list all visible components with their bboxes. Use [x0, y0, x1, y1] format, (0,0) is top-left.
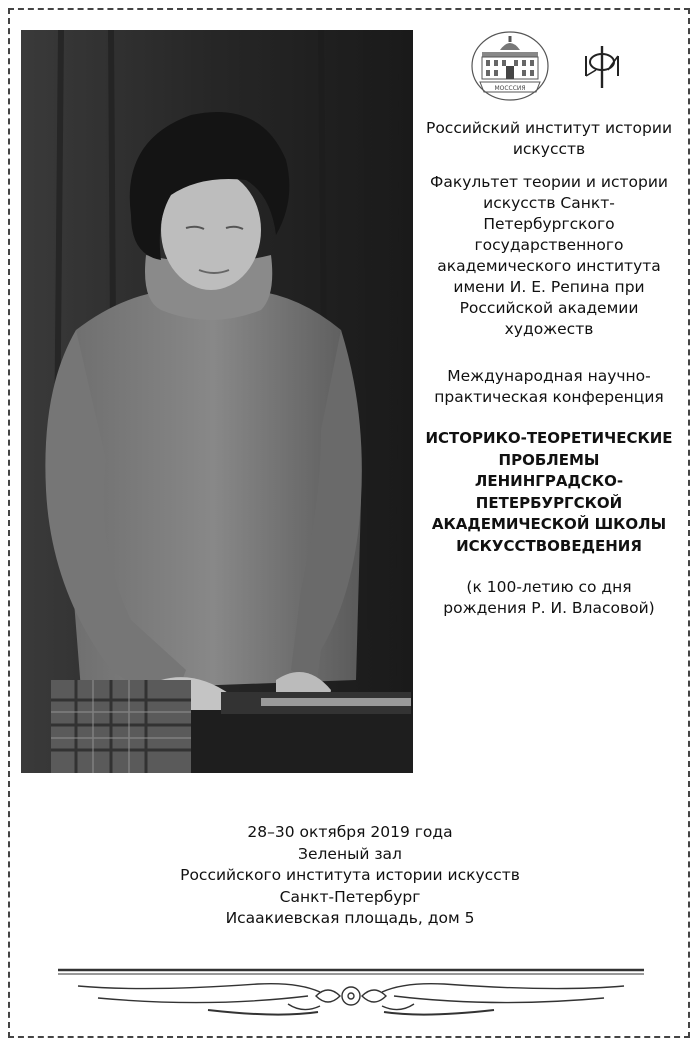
- portrait-illustration: [21, 30, 413, 773]
- academy-logo: [470, 30, 550, 102]
- institute-name: Российский институт истории искусств: [425, 119, 673, 158]
- event-hall: Зеленый зал: [298, 844, 402, 863]
- portrait-photo: [21, 30, 413, 773]
- event-info: [60, 822, 640, 930]
- riii-logo: [582, 42, 622, 90]
- dedication: (к 100-летию со дня рождения Р. И. Власовой): [443, 578, 655, 617]
- event-address: Исаакиевская площадь, дом 5: [225, 909, 475, 927]
- conference-type: Международная научно-практическая конференция: [434, 367, 664, 406]
- faculty-name: Факультет теории и истории искусств Санкт-Петербургского государственного академического института имени И. Е. Репина при Российской академии художеств: [430, 173, 668, 338]
- event-city: Санкт-Петербург: [279, 887, 421, 906]
- academy-logo-text: МОСССИЯ: [494, 85, 526, 92]
- conference-title: ИСТОРИКО-ТЕОРЕТИЧЕСКИЕ ПРОБЛЕМЫ ЛЕНИНГРАДСКО-ПЕТЕРБУРГСКОЙ АКАДЕМИЧЕСКОЙ ШКОЛЫ ИСКУССТВОВЕДЕНИЯ: [425, 429, 673, 555]
- event-dates: 28–30 октября 2019 года: [247, 823, 453, 841]
- decorative-ornament: [58, 962, 644, 1020]
- info-column: [425, 118, 673, 619]
- logos: [470, 30, 660, 105]
- event-venue: Российского института истории искусств: [180, 866, 520, 884]
